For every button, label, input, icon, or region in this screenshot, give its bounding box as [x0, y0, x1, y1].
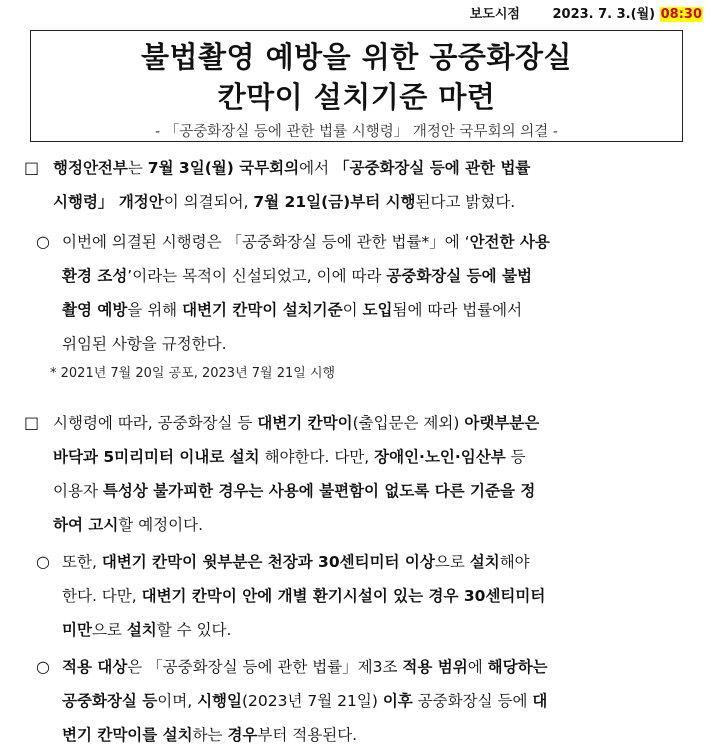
text-line: [62, 613, 698, 647]
bold-text: 행정안전부: [53, 159, 128, 177]
text: 는: [127, 159, 148, 177]
bold-text: 환경 조성: [62, 267, 128, 285]
bold-text: 바닥과 5미리미터 이내로 설치: [53, 448, 260, 466]
text: 시행령에 따라, 공중화장실 등: [53, 414, 258, 432]
text: 부터 적용된다.: [257, 726, 358, 744]
release-label: 보도시점: [469, 7, 520, 22]
bold-text: 「공중화장실 등에 관한 법률: [334, 159, 531, 177]
text-line: [53, 406, 698, 440]
text: 이용자: [53, 482, 103, 500]
text: (2023년 7월 21일): [241, 692, 383, 710]
text: 을 위해: [127, 301, 183, 319]
text: 이: [342, 301, 363, 319]
bold-text: 설치: [126, 621, 157, 639]
bold-text: 해당하는: [487, 658, 548, 676]
text: 됨에 따라 법률에서: [392, 301, 523, 319]
circle-bullet-icon: ○: [36, 552, 50, 571]
bold-text: 설치: [469, 553, 500, 571]
text: 된다고 밝혔다.: [415, 193, 516, 211]
text: (출입문은 제외): [352, 414, 465, 432]
text-line: [62, 225, 698, 259]
text: 해야: [499, 553, 530, 571]
bold-text: 촬영 예방: [62, 301, 128, 319]
text: 등: [505, 448, 526, 466]
bold-text: 적용 범위: [402, 658, 468, 676]
text: 」에 ‘: [429, 233, 470, 251]
bold-text: 변기 칸막이를 설치: [62, 726, 193, 744]
text: *: [421, 233, 430, 251]
title-box: [30, 30, 683, 142]
text: ’이라는 목적이 신설되었고, 이에 따라: [127, 267, 387, 285]
text-line: [53, 440, 698, 474]
text: 이 의결되어,: [163, 193, 254, 211]
text: 한다. 다만,: [62, 587, 142, 605]
square-bullet-icon: □: [24, 413, 40, 432]
paragraph-5: [0, 650, 715, 752]
bold-text: 특성상 불가피한 경우는 사용에 불편함이 없도록 다른 기준을 정: [102, 482, 536, 500]
square-bullet-icon: □: [24, 158, 40, 177]
text-line: [53, 185, 698, 219]
bold-text: 공중화장실 등: [62, 692, 158, 710]
bold-text: 대변기 칸막이 윗부분은 천장과 30센티미터 이상: [101, 553, 435, 571]
text: 으로: [91, 621, 127, 639]
bold-text: 대변기 칸막이 설치기준: [182, 301, 343, 319]
bold-text: 이후: [382, 692, 413, 710]
bold-text: 7월 3일(월) 국무회의: [147, 159, 300, 177]
text-line: [62, 327, 698, 361]
bold-text: 적용 대상: [62, 658, 128, 676]
text-line: [62, 718, 698, 752]
text: 해야한다. 다만,: [259, 448, 375, 466]
bold-text: 공중화장실 등에 불법: [386, 267, 532, 285]
release-info: [470, 3, 703, 22]
bold-text: 장애인·노인·임산부: [374, 448, 506, 466]
bold-text: 경우: [227, 726, 258, 744]
bold-text: 시행일: [197, 692, 242, 710]
text-line: [62, 650, 698, 684]
text-line: [53, 508, 698, 542]
circle-bullet-icon: ○: [36, 657, 50, 676]
text-line: [62, 545, 698, 579]
paragraph-4: [0, 545, 715, 647]
paragraph-2: [0, 225, 715, 361]
paragraph-1: [0, 151, 715, 219]
text: 또한,: [62, 553, 102, 571]
paragraph-3: [0, 406, 715, 542]
text: 위임된 사항을 규정한다.: [62, 335, 227, 353]
subtitle: - 「공중화장실 등에 관한 법률 시행령」 개정안 국무회의 의결 -: [154, 124, 559, 140]
bold-text: 7월 21일(금)부터 시행: [253, 193, 416, 211]
text: 할 예정이다.: [118, 516, 204, 534]
text: 은 「공중화장실 등에 관한 법률」제3조: [127, 658, 403, 676]
text: 에서: [299, 159, 334, 177]
bold-text: 미만: [62, 621, 92, 639]
bold-text: 대변기 칸막이: [257, 414, 353, 432]
text-line: [62, 684, 698, 718]
text: 으로: [434, 553, 470, 571]
text-line: [62, 293, 698, 327]
bold-text: 대변기 칸막이 안에 개별 환기시설이 있는 경우 30센티미터: [141, 587, 546, 605]
release-date: 2023. 7. 3.(월): [552, 7, 656, 22]
bold-text: 대: [532, 692, 548, 710]
text-line: [53, 151, 698, 185]
text: 공중화장실 등에: [412, 692, 533, 710]
text: 이며,: [157, 692, 198, 710]
title-line-2: 칸막이 설치기준 마련: [217, 80, 496, 114]
text: 에: [467, 658, 488, 676]
text-line: [62, 259, 698, 293]
bold-text: 안전한 사용: [469, 233, 550, 251]
text-line: [62, 579, 698, 613]
circle-bullet-icon: ○: [36, 232, 50, 251]
bold-text: 아랫부분은: [464, 414, 540, 432]
bold-text: 하여 고시: [53, 516, 119, 534]
bold-text: 시행령」 개정안: [53, 193, 164, 211]
title-line-1: 불법촬영 예방을 위한 공중화장실: [141, 40, 572, 74]
text: 하는: [192, 726, 228, 744]
bold-text: 도입: [362, 301, 393, 319]
text: 이번에 의결된 시행령은 「공중화장실 등에 관한 법률: [62, 233, 422, 251]
text: 할 수 있다.: [156, 621, 232, 639]
release-time: 08:30: [660, 7, 702, 22]
footnote: * 2021년 7월 20일 공포, 2023년 7월 21일 시행: [50, 366, 336, 381]
text-line: [53, 474, 698, 508]
